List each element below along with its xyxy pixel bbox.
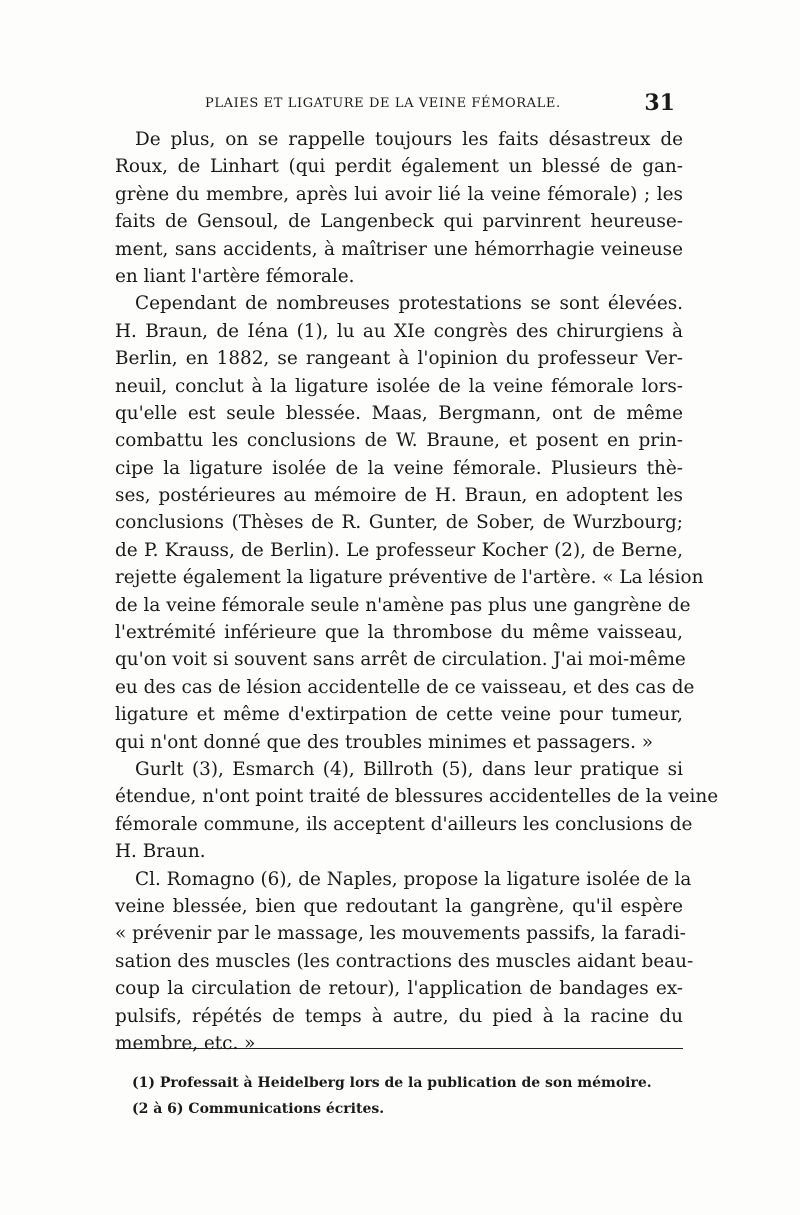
text-line: fémorale commune, ils acceptent d'ailleurs les conclusions de <box>115 813 693 835</box>
text-line: coup la circulation de retour), l'application de bandages ex- <box>115 978 683 1000</box>
text-line: conclusions (Thèses de R. Gunter, de Sober, de Wurzbourg; <box>115 512 683 534</box>
text-line: membre, etc. » <box>115 1032 256 1054</box>
text-line: eu des cas de lésion accidentelle de ce vaisseau, et des cas de <box>115 676 695 698</box>
text-line: H. Braun. <box>115 841 206 863</box>
text-line: faits de Gensoul, de Langenbeck qui parvinrent heureuse- <box>115 211 683 233</box>
text-line: cipe la ligature isolée de la veine fémorale. Plusieurs thè- <box>115 457 683 479</box>
text-line: grène du membre, après lui avoir lié la veine fémorale) ; les <box>115 183 683 205</box>
text-line: pulsifs, répétés de temps à autre, du pied à la racine du <box>115 1005 683 1027</box>
text-line: neuil, conclut à la ligature isolée de la veine fémorale lors- <box>115 375 683 397</box>
running-head: PLAIES ET LIGATURE DE LA VEINE FÉMORALE. <box>205 96 561 111</box>
text-line: l'extrémité inférieure que la thrombose du même vaisseau, <box>115 622 683 644</box>
body-text <box>115 126 719 1057</box>
text-line: Roux, de Linhart (qui perdit également un blessé de gan- <box>115 156 683 178</box>
text-line: De plus, on se rappelle toujours les faits désastreux de <box>135 129 683 150</box>
text-line: en liant l'artère fémorale. <box>115 265 355 287</box>
page-header <box>115 92 675 122</box>
text-line: veine blessée, bien que redoutant la gangrène, qu'il espère <box>115 895 683 917</box>
text-line: H. Braun, de Iéna (1), lu au XIe congrès des chirurgiens à <box>115 320 683 342</box>
text-line: sation des muscles (les contractions des muscles aidant beau- <box>115 950 694 972</box>
text-line: qui n'ont donné que des troubles minimes et passagers. » <box>115 731 654 753</box>
footnote-rule <box>118 1048 683 1049</box>
text-line: étendue, n'ont point traité de blessures accidentelles de la veine <box>115 786 719 808</box>
text-line: de la veine fémorale seule n'amène pas plus une gangrène de <box>115 594 691 616</box>
footnote: (1) Professait à Heidelberg lors de la publication de son mémoire. <box>132 1075 652 1091</box>
page-number: 31 <box>644 90 675 116</box>
text-line: Cependant de nombreuses protestations se sont élevées. <box>135 293 683 315</box>
text-line: ligature et même d'extirpation de cette veine pour tumeur, <box>115 704 683 726</box>
text-line: de P. Krauss, de Berlin). Le professeur Kocher (2), de Berne, <box>115 539 683 561</box>
text-line: ment, sans accidents, à maîtriser une hémorrhagie veineuse <box>115 238 683 260</box>
text-line: « prévenir par le massage, les mouvements passifs, la faradi- <box>115 923 686 945</box>
text-line: qu'elle est seule blessée. Maas, Bergmann, ont de même <box>115 402 683 424</box>
text-line: combattu les conclusions de W. Braune, et posent en prin- <box>115 430 683 452</box>
text-line: Cl. Romagno (6), de Naples, propose la ligature isolée de la <box>135 868 692 890</box>
text-line: qu'on voit si souvent sans arrêt de circulation. J'ai moi-même <box>115 649 686 671</box>
footnote: (2 à 6) Communications écrites. <box>132 1101 385 1117</box>
text-line: Gurlt (3), Esmarch (4), Billroth (5), dans leur pratique si <box>135 758 683 780</box>
footnotes <box>132 1070 672 1122</box>
text-line: ses, postérieures au mémoire de H. Braun, en adoptent les <box>115 485 683 507</box>
text-line: rejette également la ligature préventive de l'artère. « La lésion <box>115 567 704 589</box>
text-line: Berlin, en 1882, se rangeant à l'opinion du professeur Ver- <box>115 348 683 370</box>
